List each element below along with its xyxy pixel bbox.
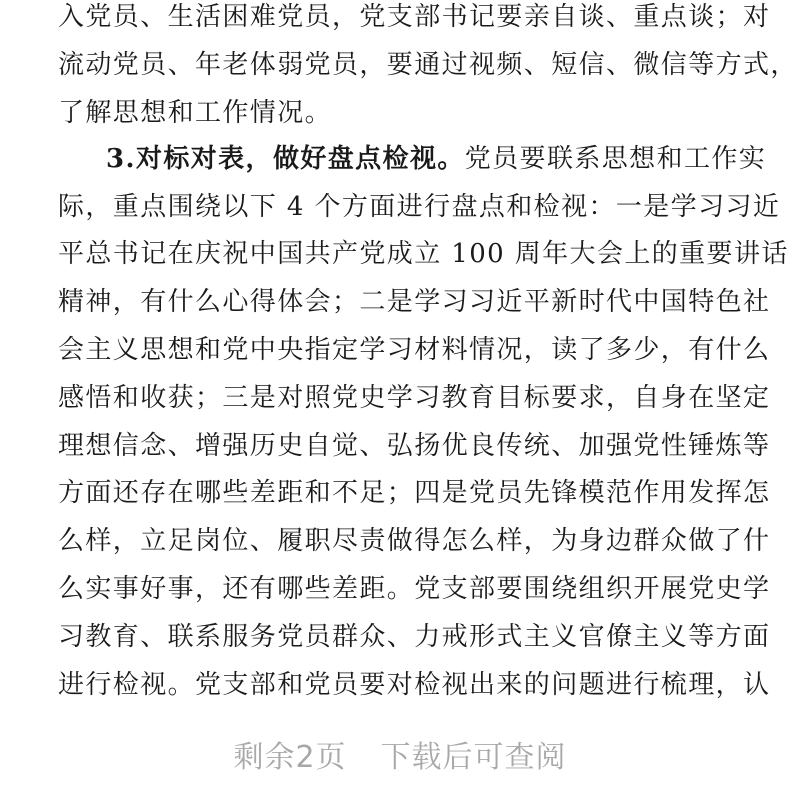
text-line: 么实事好事，还有哪些差距。党支部要围绕组织开展党史学 bbox=[58, 574, 771, 604]
text-line: 么样，立足岗位、履职尽责做得怎么样，为身边群众做了什 bbox=[58, 526, 771, 556]
section-heading-line: 3.对标对表，做好盘点检视。党员要联系思想和工作实 bbox=[106, 144, 767, 174]
text-line: 入党员、生活困难党员，党支部书记要亲自谈、重点谈；对 bbox=[58, 2, 771, 32]
text-line: 感悟和收获；三是对照党史学习教育目标要求，自身在坚定 bbox=[58, 383, 771, 413]
text-line: 际，重点围绕以下 4 个方面进行盘点和检视：一是学习习近 bbox=[58, 192, 781, 222]
text-line: 精神，有什么心得体会；二是学习习近平新时代中国特色社 bbox=[58, 287, 771, 317]
text-line: 平总书记在庆祝中国共产党成立 100 周年大会上的重要讲话 bbox=[58, 239, 789, 269]
text-line: 流动党员、年老体弱党员，要通过视频、短信、微信等方式， bbox=[58, 50, 798, 80]
text-line: 习教育、联系服务党员群众、力戒形式主义官僚主义等方面 bbox=[58, 622, 771, 652]
text-line: 方面还存在哪些差距和不足；四是党员先锋模范作用发挥怎 bbox=[58, 478, 771, 508]
text-line: 了解思想和工作情况。 bbox=[58, 98, 333, 128]
text-line: 理想信念、增强历史自觉、弘扬优良传统、加强党性锤炼等 bbox=[58, 431, 771, 461]
section-heading: 3.对标对表，做好盘点检视。 bbox=[106, 144, 465, 174]
download-prompt[interactable] bbox=[0, 732, 800, 776]
remaining-pages-text: 剩余2页 bbox=[233, 740, 347, 775]
text-line: 进行检视。党支部和党员要对检视出来的问题进行梳理，认 bbox=[58, 670, 771, 700]
text-line: 会主义思想和党中央指定学习材料情况，读了多少，有什么 bbox=[58, 335, 771, 365]
download-to-view-text: 下载后可查阅 bbox=[380, 740, 567, 775]
